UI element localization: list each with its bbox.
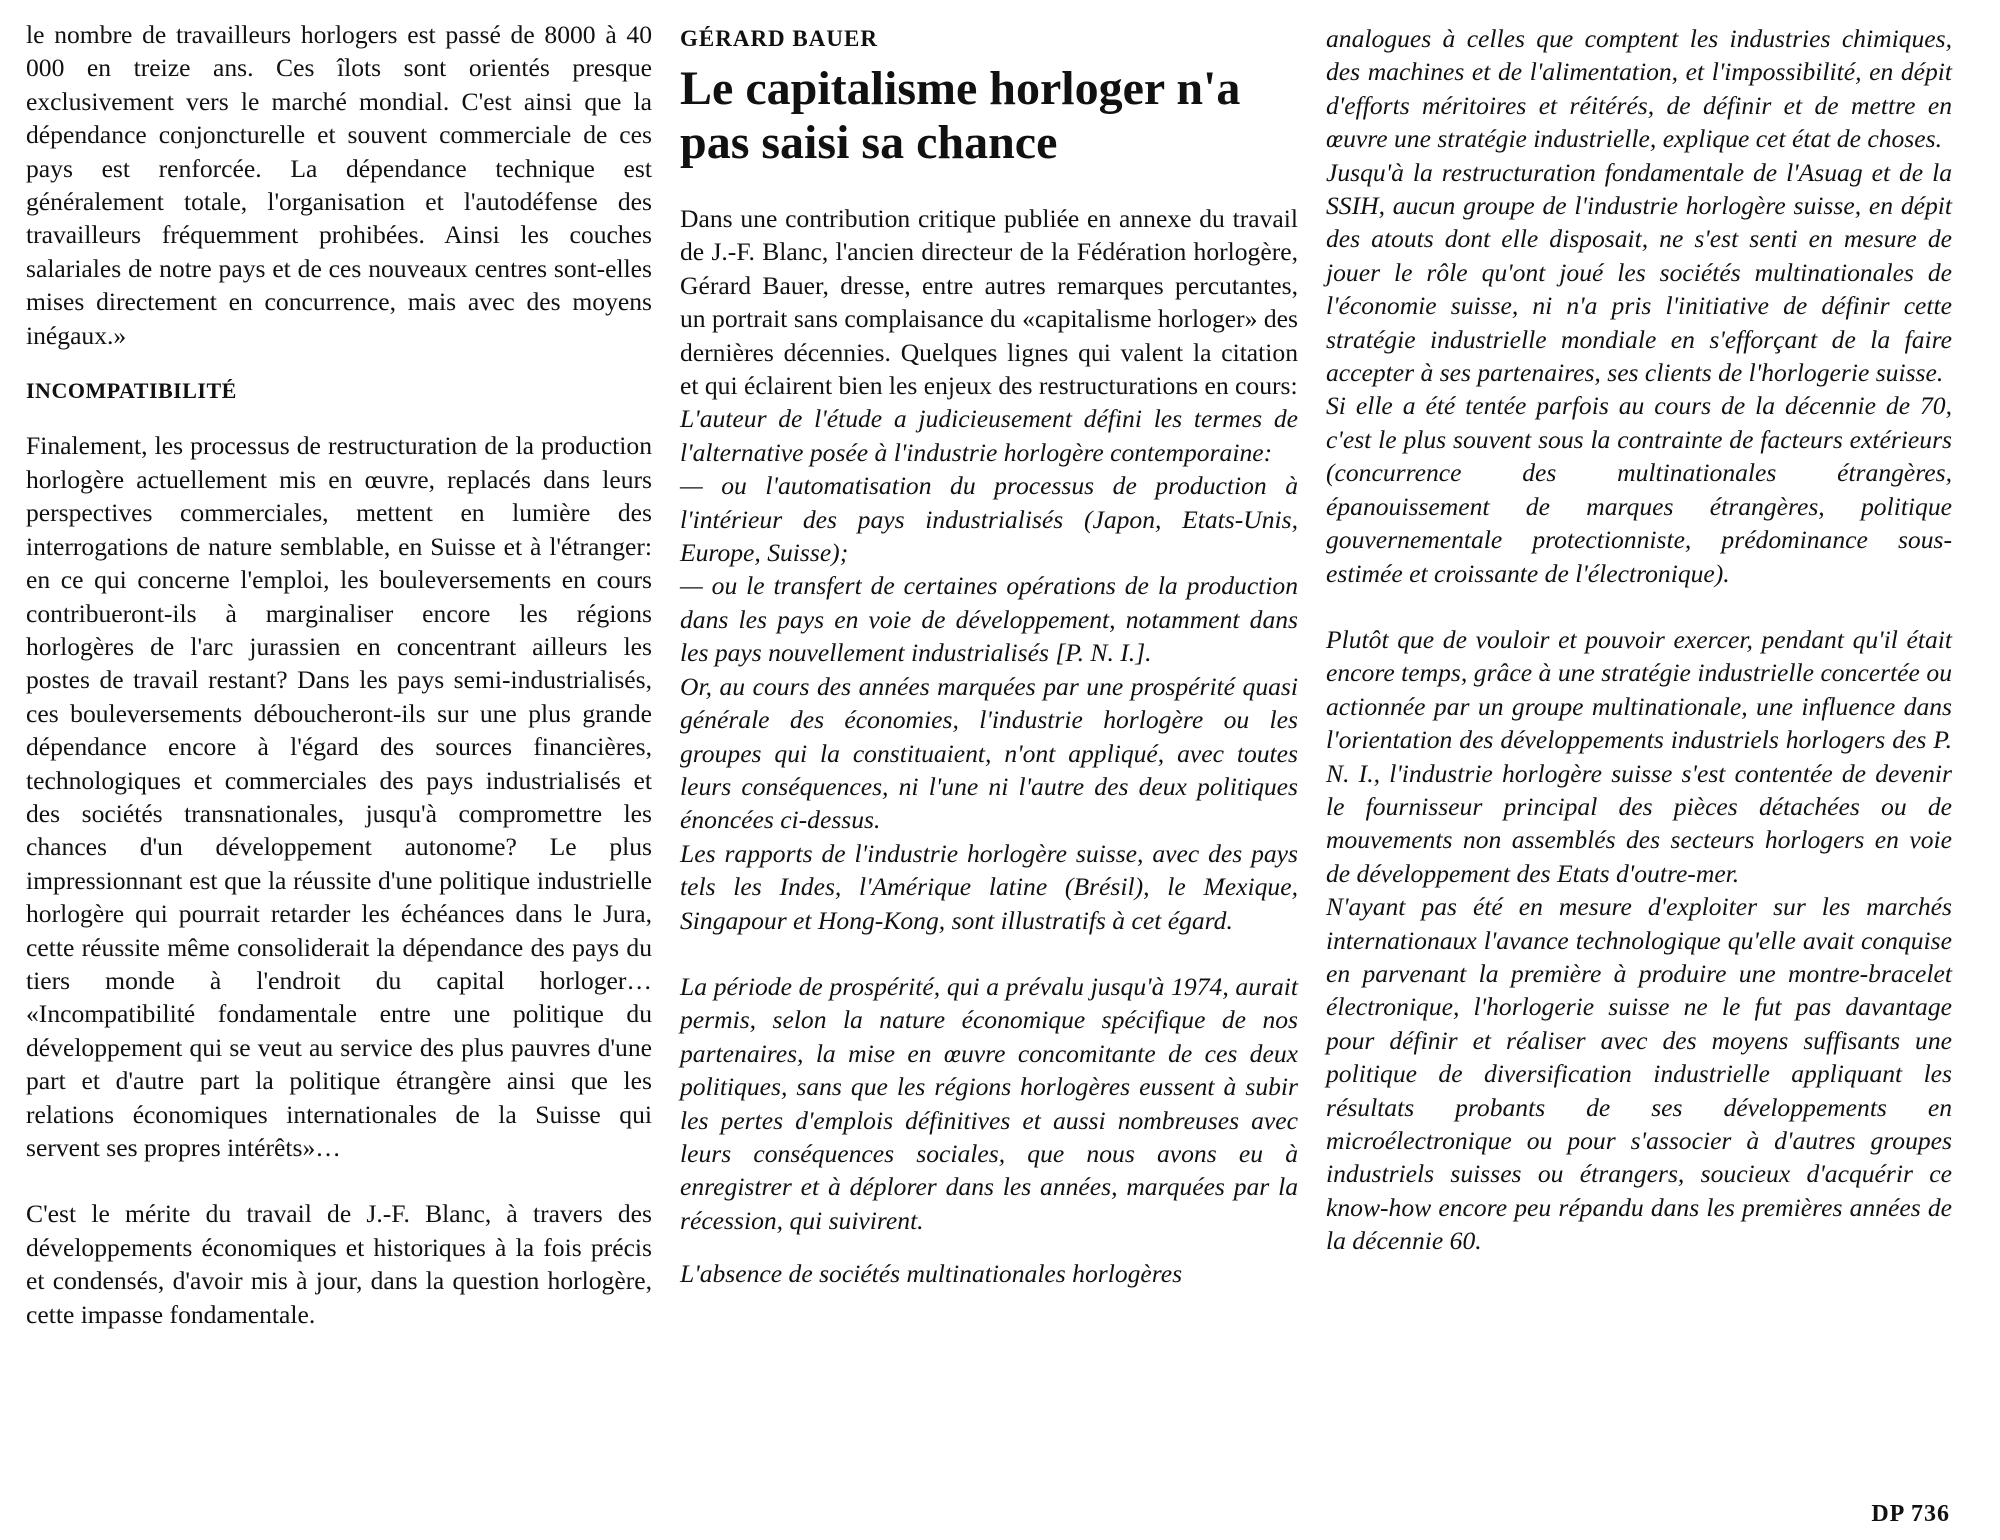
quote-paragraph: La période de prospérité, qui a prévalu jusqu'à 1974, aurait permis, selon la nature économique spécifique de nos partenaires, la mise en œuvre concomitante de ces deux politiques, sans que les régions horlogères eussent à subir les pertes d'emplois définitives et aussi nombreuses avec leurs conséquences sociales, que nous avons eu à enregistrer et à déplorer dans les années, marquées par la récession, qui suivirent. — [680, 971, 1298, 1235]
paragraph: le nombre de travailleurs horlogers est passé de 8000 à 40 000 en treize ans. Ces îlots sont orientés presque exclusivement vers le marché mondial. C'est ainsi que la dépendance conjoncturelle et souvent commerciale de ces pays est renforcée. La dépendance technique est généralement totale, l'organisation et l'autodéfense des travailleurs fréquemment prohibées. Ainsi les couches salariales de notre pays et de ces nouveaux centres sont-elles mises directement en concurrence, mais avec des moyens inégaux.» — [26, 20, 652, 350]
quote-paragraph: Les rapports de l'industrie horlogère suisse, avec des pays tels les Indes, l'Amérique latine (Brésil), le Mexique, Singapour et Hong-Kong, sont illustratifs à cet égard. — [680, 838, 1298, 935]
quote-paragraph: N'ayant pas été en mesure d'exploiter sur les marchés internationaux l'avance technologique qu'elle avait conquise en parvenant la première à produire une montre-bracelet électronique, l'horlogerie suisse ne le fut pas davantage pour définir et réaliser avec des moyens suffisants une politique de diversification industrielle appliquant les résultats probants de ses développements en microélectronique ou pour s'associer à d'autres groupes industriels suisses ou étrangers, soucieux d'acquérir ce know-how encore peu répandu dans les premières années de la décennie 60. — [1326, 892, 1952, 1256]
spacer — [1326, 590, 1952, 623]
spacer — [680, 937, 1298, 970]
author-byline: GÉRARD BAUER — [680, 26, 878, 51]
quote-paragraph: L'absence de sociétés multinationales horlogères — [680, 1259, 1183, 1289]
quote-paragraph: L'auteur de l'étude a judicieusement défini les termes de l'alternative posée à l'industrie horlogère contemporaine: — [680, 404, 1298, 467]
column-middle — [680, 24, 1298, 1291]
quote-paragraph: Plutôt que de vouloir et pouvoir exercer, pendant qu'il était encore temps, grâce à une stratégie industrielle concertée ou actionnée par un groupe multinationale, une influence dans l'orientation des développements industriels horlogers des P. N. I., l'industrie horlogère suisse s'est contentée de devenir le fournisseur principal des pièces détachées ou de mouvements non assemblés des secteurs horlogers en voie de développement des Etats d'outre-mer. — [1326, 624, 1952, 888]
paragraph: C'est le mérite du travail de J.-F. Blanc, à travers des développements économiques et historiques à la fois précis et condensés, d'avoir mis à jour, dans la question horlogère, cette impasse fondamentale. — [26, 1199, 652, 1329]
spacer — [26, 1164, 652, 1197]
column-left — [26, 18, 652, 1331]
quote-paragraph: analogues à celles que comptent les industries chimiques, des machines et de l'alimentation, et l'impossibilité, en dépit d'efforts méritoires et réitérés, de définir et de mettre en œuvre une stratégie industrielle, explique cet état de choses. — [1326, 24, 1952, 154]
paragraph: Dans une contribution critique publiée en annexe du travail de J.-F. Blanc, l'ancien directeur de la Fédération horlogère, Gérard Bauer, dresse, entre autres remarques percutantes, un portrait sans complaisance du «capitalisme horloger» des dernières décennies. Quelques lignes qui valent la citation et qui éclairent bien les enjeux des restructurations en cours: — [680, 204, 1298, 401]
quote-paragraph: — ou le transfert de certaines opérations de la production dans les pays en voie de développement, notamment dans les pays nouvellement industrialisés [P. N. I.]. — [680, 571, 1298, 668]
quote-paragraph: Si elle a été tentée parfois au cours de la décennie de 70, c'est le plus souvent sous la contrainte de facteurs extérieurs (concurrence des multinationales étrangères, épanouissement de marques étrangères, politique gouvernementale protectionniste, prédominance sous-estimée et croissante de l'électronique). — [1326, 391, 1952, 588]
page-folio: DP 736 — [1871, 1501, 1950, 1527]
quote-paragraph: — ou l'automatisation du processus de production à l'intérieur des pays industrialisés (Japon, Etats-Unis, Europe, Suisse); — [680, 471, 1298, 568]
quote-paragraph: Or, au cours des années marquées par une prospérité quasi générale des économies, l'industrie horlogère ou les groupes qui la constituaient, n'ont appliqué, avec toutes leurs conséquences, ni l'une ni l'autre des deux politiques énoncées ci-dessus. — [680, 671, 1298, 835]
spacer — [680, 1237, 1298, 1257]
quote-paragraph: Jusqu'à la restructuration fondamentale de l'Asuag et de la SSIH, aucun groupe de l'industrie horlogère suisse, en dépit des atouts dont elle disposait, ne s'est senti en mesure de jouer le rôle qu'ont joué les sociétés multinationales de l'économie suisse, ni n'a pris l'initiative de définir cette stratégie industrielle mondiale en s'efforçant de la faire accepter à ses partenaires, ses clients de l'horlogerie suisse. — [1326, 157, 1952, 388]
section-subhead: INCOMPATIBILITÉ — [26, 378, 237, 404]
article-headline: Le capitalisme horloger n'a pas saisi sa chance — [680, 62, 1241, 169]
column-right — [1326, 22, 1952, 1258]
paragraph: Finalement, les processus de restructuration de la production horlogère actuellement mis en œuvre, replacés dans leurs perspectives commerciales, mettent en lumière des interrogations de nature semblable, en Suisse et à l'étranger: en ce qui concerne l'emploi, les bouleversements en cours contribueront-ils à marginaliser encore les régions horlogères de l'arc jurassien en concentrant ailleurs les postes de travail restant? Dans les pays semi-industrialisés, ces bouleversements déboucheront-ils sur une plus grande dépendance encore à l'égard des sources financières, technologiques et commerciales des pays industrialisés et des sociétés transnationales, jusqu'à compromettre les chances d'un développement autonome? Le plus impressionnant est que la réussite d'une politique industrielle horlogère qui pourrait retarder les échéances dans le Jura, cette réussite même consoliderait la dépendance des pays du tiers monde à l'endroit du capital horloger… «Incompatibilité fondamentale entre une politique du développement qui se veut au service des plus pauvres d'une part et d'autre part la politique étrangère ainsi que les relations économiques internationales de la Suisse qui servent ses propres intérêts»… — [26, 431, 652, 1162]
